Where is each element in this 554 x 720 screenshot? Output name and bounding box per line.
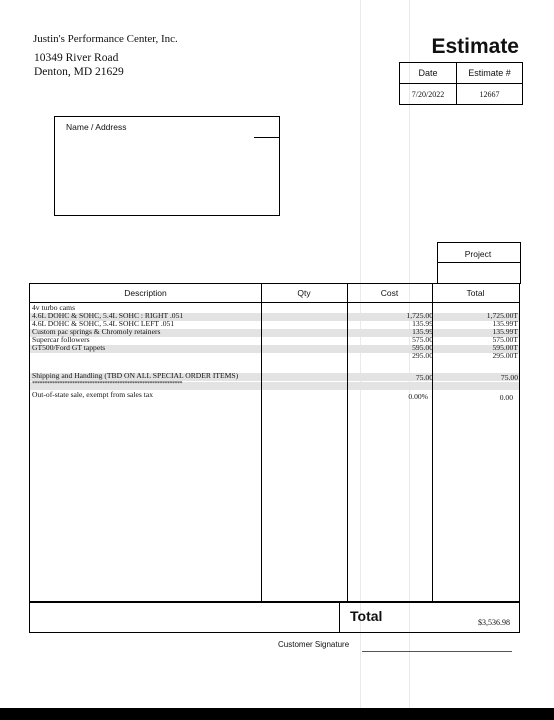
customer-signature-label: Customer Signature xyxy=(278,640,350,649)
table-row: 4v turbo cams xyxy=(32,303,76,312)
header-qty: Qty xyxy=(297,288,311,298)
table-row: 295.00 295.00T xyxy=(412,351,518,360)
totals-bar xyxy=(29,601,520,633)
project-label: Project xyxy=(464,249,492,259)
header-description: Description xyxy=(124,288,167,298)
total-value: $3,536.98 xyxy=(478,618,510,627)
estimate-meta-box xyxy=(399,62,523,105)
estimate-number-label: Estimate # xyxy=(468,68,511,78)
header-total: Total xyxy=(466,288,485,298)
table-row: Custom pac springs & Chromoly retainers 135.99 135.99T xyxy=(32,327,518,336)
company-name: Justin's Performance Center, Inc. xyxy=(33,33,178,45)
estimate-number-value: 12667 xyxy=(479,89,500,99)
header-cost: Cost xyxy=(380,288,399,298)
table-row: GT500/Ford GT tappets 595.00 595.00T xyxy=(32,343,518,352)
date-label: Date xyxy=(418,68,438,78)
table-row: ************************************************************ xyxy=(32,381,182,387)
line-items-table xyxy=(29,283,520,603)
company-address-line1: 10349 River Road xyxy=(34,52,119,64)
table-row: Shipping and Handling (TBD ON ALL SPECIAL ORDER ITEMS) 75.00 75.00 xyxy=(32,371,518,382)
table-row: Supercar followers 575.00 575.00T xyxy=(32,335,518,344)
table-row: 4.6L DOHC & SOHC, 5.4L SOHC LEFT .051 135.99 135.99T xyxy=(32,319,518,328)
total-label: Total xyxy=(350,608,383,624)
signature-line[interactable] xyxy=(362,651,512,652)
document-title: Estimate xyxy=(431,35,519,58)
name-address-label: Name / Address xyxy=(66,122,127,132)
table-row: Out-of-state sale, exempt from sales tax 0.00% 0.00 xyxy=(32,390,513,402)
table-row: 4.6L DOHC & SOHC, 5.4L SOHC : RIGHT .051 1,725.00 1,725.00T xyxy=(32,311,518,320)
company-address-line2: Denton, MD 21629 xyxy=(34,66,124,78)
date-value: 7/20/2022 xyxy=(411,89,445,99)
